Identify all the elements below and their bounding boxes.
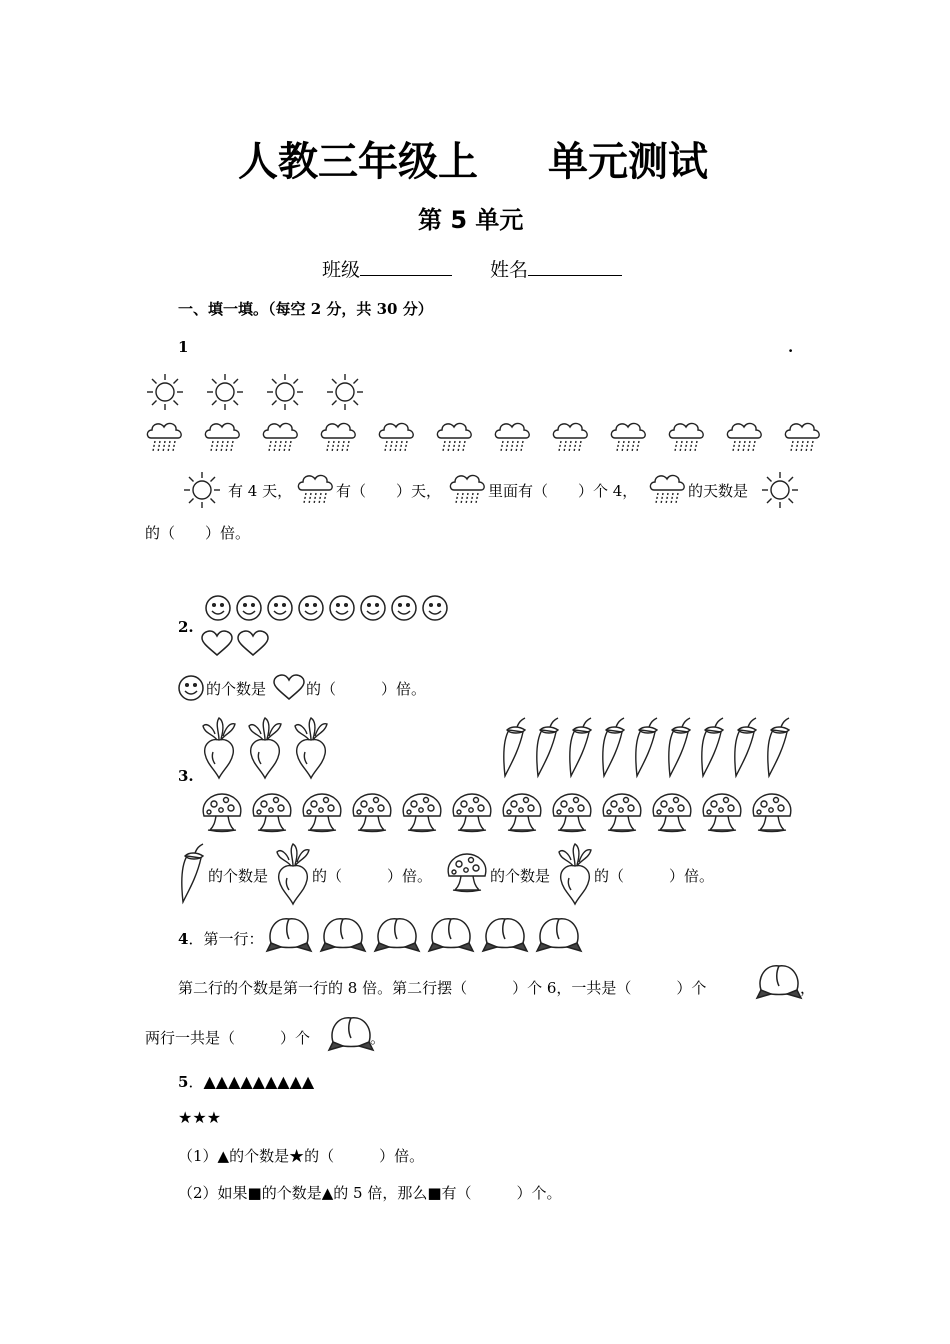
pepper-icon — [696, 716, 730, 780]
q3-text-4: 的（ ）倍。 — [594, 867, 715, 885]
sun-icon — [205, 372, 245, 412]
q5-triangle-line — [178, 1071, 314, 1092]
radish-icon — [272, 842, 314, 906]
q1-text-5: 的（ ）倍。 — [145, 524, 251, 542]
mushroom-icon — [199, 790, 245, 834]
q4-line-3-end: 。 — [370, 1029, 386, 1047]
q1-text-4: 的天数是 — [688, 482, 749, 500]
title-left: 人教三年级上 — [238, 139, 478, 185]
sun-icon — [325, 372, 365, 412]
mushroom-icon — [699, 790, 745, 834]
sun-icon — [760, 470, 800, 510]
unit-title: 第 5 单元 — [418, 206, 524, 234]
mushroom-icon — [449, 790, 495, 834]
peach-icon — [428, 915, 474, 955]
smiley-icon — [177, 674, 205, 702]
rain-cloud-icon — [551, 416, 591, 456]
heart-icon — [200, 630, 234, 658]
pepper-icon — [597, 716, 631, 780]
q3-number: 3. — [178, 767, 194, 785]
peach-icon — [328, 1014, 374, 1054]
peach-icon — [482, 915, 528, 955]
q4-row1-label — [178, 928, 263, 949]
q1-dot: . — [788, 338, 794, 356]
q2-text-2: 的（ ）倍。 — [306, 680, 427, 698]
q4-number: 4 — [178, 930, 189, 948]
name-field[interactable] — [490, 255, 622, 282]
q4-line-2-end: ， — [800, 979, 816, 997]
q2-number: 2. — [178, 618, 194, 636]
radish-icon — [290, 716, 332, 780]
rain-cloud-icon — [145, 416, 185, 456]
q3-text-2: 的（ ）倍。 — [312, 867, 433, 885]
rain-cloud-icon — [377, 416, 417, 456]
q4-line-2: 第二行的个数是第一行的 8 倍。第二行摆（ ）个 6，一共是（ ）个 — [178, 979, 707, 997]
q4-line-3: 两行一共是（ ）个 — [145, 1029, 311, 1047]
q1-text-3: 里面有（ ）个 4， — [488, 482, 638, 500]
smiley-icon — [235, 594, 263, 622]
rain-cloud-icon — [493, 416, 533, 456]
mushroom-icon — [399, 790, 445, 834]
class-field[interactable] — [322, 255, 452, 282]
pepper-icon — [176, 842, 210, 906]
mushroom-icon — [444, 850, 490, 894]
rain-cloud-icon — [261, 416, 301, 456]
heart-icon — [236, 630, 270, 658]
rain-cloud-icon — [448, 468, 488, 508]
sun-icon — [265, 372, 305, 412]
peach-icon — [756, 962, 802, 1002]
rain-cloud-icon — [783, 416, 823, 456]
class-blank[interactable] — [360, 257, 452, 276]
peach-icon — [320, 915, 366, 955]
rain-cloud-icon — [203, 416, 243, 456]
pepper-icon — [729, 716, 763, 780]
q1-text-1: 有 4 天， — [228, 482, 293, 500]
q1-text-2: 有（ ）天， — [336, 482, 442, 500]
smiley-icon — [359, 594, 387, 622]
mushroom-icon — [649, 790, 695, 834]
sun-icon — [182, 470, 222, 510]
sun-icon — [145, 372, 185, 412]
pepper-icon — [663, 716, 697, 780]
heart-icon — [272, 674, 306, 702]
mushroom-icon — [549, 790, 595, 834]
rain-cloud-icon — [648, 468, 688, 508]
title-right: 单元测试 — [548, 139, 708, 185]
q5-sub-2: （2）如果■的个数是▲的 5 倍，那么■有（ ）个。 — [178, 1184, 562, 1202]
radish-icon — [244, 716, 286, 780]
smiley-icon — [204, 594, 232, 622]
rain-cloud-icon — [319, 416, 359, 456]
mushroom-icon — [749, 790, 795, 834]
q5-number: 5 — [178, 1073, 189, 1091]
pepper-icon — [564, 716, 598, 780]
q5-triangles: ▲▲▲▲▲▲▲▲▲ — [203, 1072, 315, 1091]
mushroom-icon — [499, 790, 545, 834]
mushroom-icon — [349, 790, 395, 834]
q1-number: 1 — [178, 338, 189, 356]
rain-cloud-icon — [609, 416, 649, 456]
pepper-icon — [630, 716, 664, 780]
name-blank[interactable] — [528, 257, 622, 276]
mushroom-icon — [599, 790, 645, 834]
class-label: 班级 — [322, 259, 361, 281]
smiley-icon — [297, 594, 325, 622]
smiley-icon — [266, 594, 294, 622]
q5-sub-1: （1）▲的个数是★的（ ）倍。 — [178, 1147, 425, 1165]
rain-cloud-icon — [667, 416, 707, 456]
radish-icon — [198, 716, 240, 780]
pepper-icon — [498, 716, 532, 780]
q5-stars: ★★★ — [178, 1108, 222, 1127]
q3-text-3: 的个数是 — [490, 867, 551, 885]
peach-icon — [374, 915, 420, 955]
pepper-icon — [762, 716, 796, 780]
rain-cloud-icon — [435, 416, 475, 456]
peach-icon — [536, 915, 582, 955]
q5-dot: ． — [188, 1073, 204, 1091]
rain-cloud-icon — [296, 468, 336, 508]
radish-icon — [554, 842, 596, 906]
mushroom-icon — [249, 790, 295, 834]
q4-row1-text: ．第一行： — [188, 930, 264, 948]
q2-text-1: 的个数是 — [206, 680, 267, 698]
smiley-icon — [421, 594, 449, 622]
name-label: 姓名 — [490, 259, 529, 281]
pepper-icon — [531, 716, 565, 780]
peach-icon — [266, 915, 312, 955]
rain-cloud-icon — [725, 416, 765, 456]
smiley-icon — [390, 594, 418, 622]
section1-heading: 一、填一填。（每空 2 分，共 30 分） — [178, 300, 433, 318]
smiley-icon — [328, 594, 356, 622]
mushroom-icon — [299, 790, 345, 834]
q3-text-1: 的个数是 — [208, 867, 269, 885]
